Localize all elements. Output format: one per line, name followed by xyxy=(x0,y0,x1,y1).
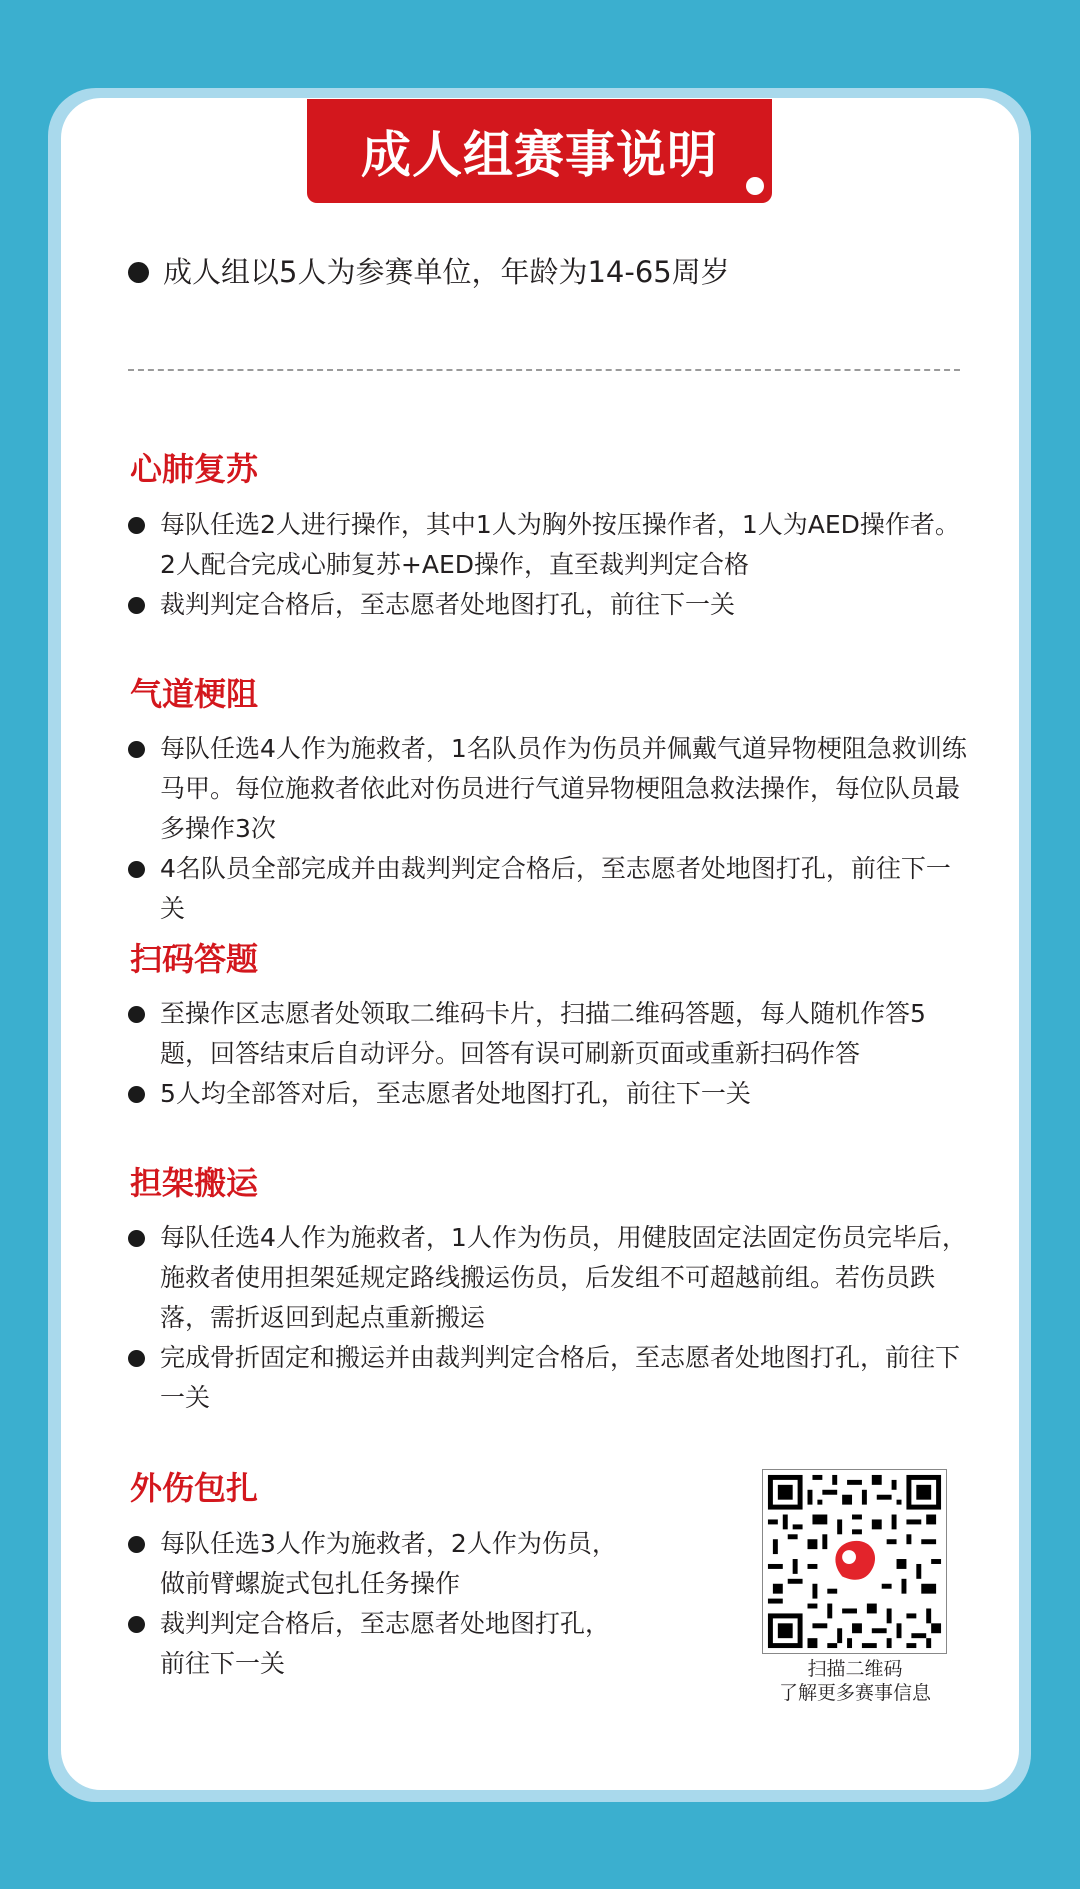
list-item-text: 完成骨折固定和搬运并由裁判判定合格后，至志愿者处地图打孔，前往下一关 xyxy=(160,1343,961,1412)
section-airway xyxy=(128,729,968,929)
list-item-text: 每队任选2人进行操作，其中1人为胸外按压操作者，1人为AED操作者。2人配合完成心肺复苏+AED操作，直至裁判判定合格 xyxy=(160,510,960,579)
section-quiz xyxy=(128,994,968,1114)
list-item-text: 5人均全部答对后，至志愿者处地图打孔，前往下一关 xyxy=(160,1079,751,1108)
list-item xyxy=(128,1218,968,1338)
list-item xyxy=(128,1524,628,1604)
section-title-stretcher: 担架搬运 xyxy=(130,1164,259,1202)
bullet-dot-icon xyxy=(128,597,145,614)
list-item xyxy=(128,505,968,585)
page-title: 成人组赛事说明 xyxy=(361,126,718,184)
list-item xyxy=(128,729,968,849)
section-title-cpr: 心肺复苏 xyxy=(130,450,259,488)
bullet-dot-icon xyxy=(128,1350,145,1367)
bullet-dot-icon xyxy=(128,1536,145,1553)
list-item-text: 4名队员全部完成并由裁判判定合格后，至志愿者处地图打孔，前往下一关 xyxy=(160,854,951,923)
bullet-dot-icon xyxy=(128,517,145,534)
section-title-bandage: 外伤包扎 xyxy=(130,1469,259,1507)
dashed-divider xyxy=(128,369,960,371)
list-item xyxy=(128,994,968,1074)
list-item-text: 每队任选4人作为施救者，1名队员作为伤员并佩戴气道异物梗阻急救训练马甲。每位施救者依此对伤员进行气道异物梗阻急救法操作，每位队员最多操作3次 xyxy=(160,734,967,843)
list-item xyxy=(128,1604,628,1684)
list-item-text: 裁判判定合格后，至志愿者处地图打孔，前往下一关 xyxy=(160,1609,611,1678)
bullet-dot-icon xyxy=(128,741,145,758)
intro-text: 成人组以5人为参赛单位，年龄为14-65周岁 xyxy=(163,255,730,289)
list-item xyxy=(128,849,968,929)
section-title-airway: 气道梗阻 xyxy=(130,675,259,713)
section-bandage xyxy=(128,1524,628,1684)
list-item xyxy=(128,585,968,625)
list-item-text: 裁判判定合格后，至志愿者处地图打孔，前往下一关 xyxy=(160,590,736,619)
qr-caption xyxy=(745,1657,965,1705)
section-title-quiz: 扫码答题 xyxy=(130,940,259,978)
bullet-dot-icon xyxy=(128,1086,145,1103)
list-item xyxy=(128,1338,968,1418)
qr-caption-line2: 了解更多赛事信息 xyxy=(778,1682,931,1704)
intro-item xyxy=(128,250,730,294)
list-item xyxy=(128,1074,968,1114)
list-item-text: 每队任选4人作为施救者，1人作为伤员，用健肢固定法固定伤员完毕后，施救者使用担架延规定路线搬运伤员，后发组不可超越前组。若伤员跌落，需折返回到起点重新搬运 xyxy=(160,1223,967,1332)
qr-caption-line1: 扫描二维码 xyxy=(807,1658,903,1680)
bullet-dot-icon xyxy=(128,1230,145,1247)
section-cpr xyxy=(128,505,968,625)
qr-code[interactable] xyxy=(762,1469,947,1654)
title-banner xyxy=(307,99,772,203)
bullet-dot-icon xyxy=(128,262,149,283)
qr-code-graphic xyxy=(763,1470,946,1653)
title-dot-decoration xyxy=(746,177,764,195)
list-item-text: 每队任选3人作为施救者，2人作为伤员，做前臂螺旋式包扎任务操作 xyxy=(160,1529,617,1598)
bullet-dot-icon xyxy=(128,1006,145,1023)
bullet-dot-icon xyxy=(128,1616,145,1633)
bullet-dot-icon xyxy=(128,861,145,878)
section-stretcher xyxy=(128,1218,968,1418)
list-item-text: 至操作区志愿者处领取二维码卡片，扫描二维码答题，每人随机作答5题，回答结束后自动评分。回答有误可刷新页面或重新扫码作答 xyxy=(160,999,926,1068)
